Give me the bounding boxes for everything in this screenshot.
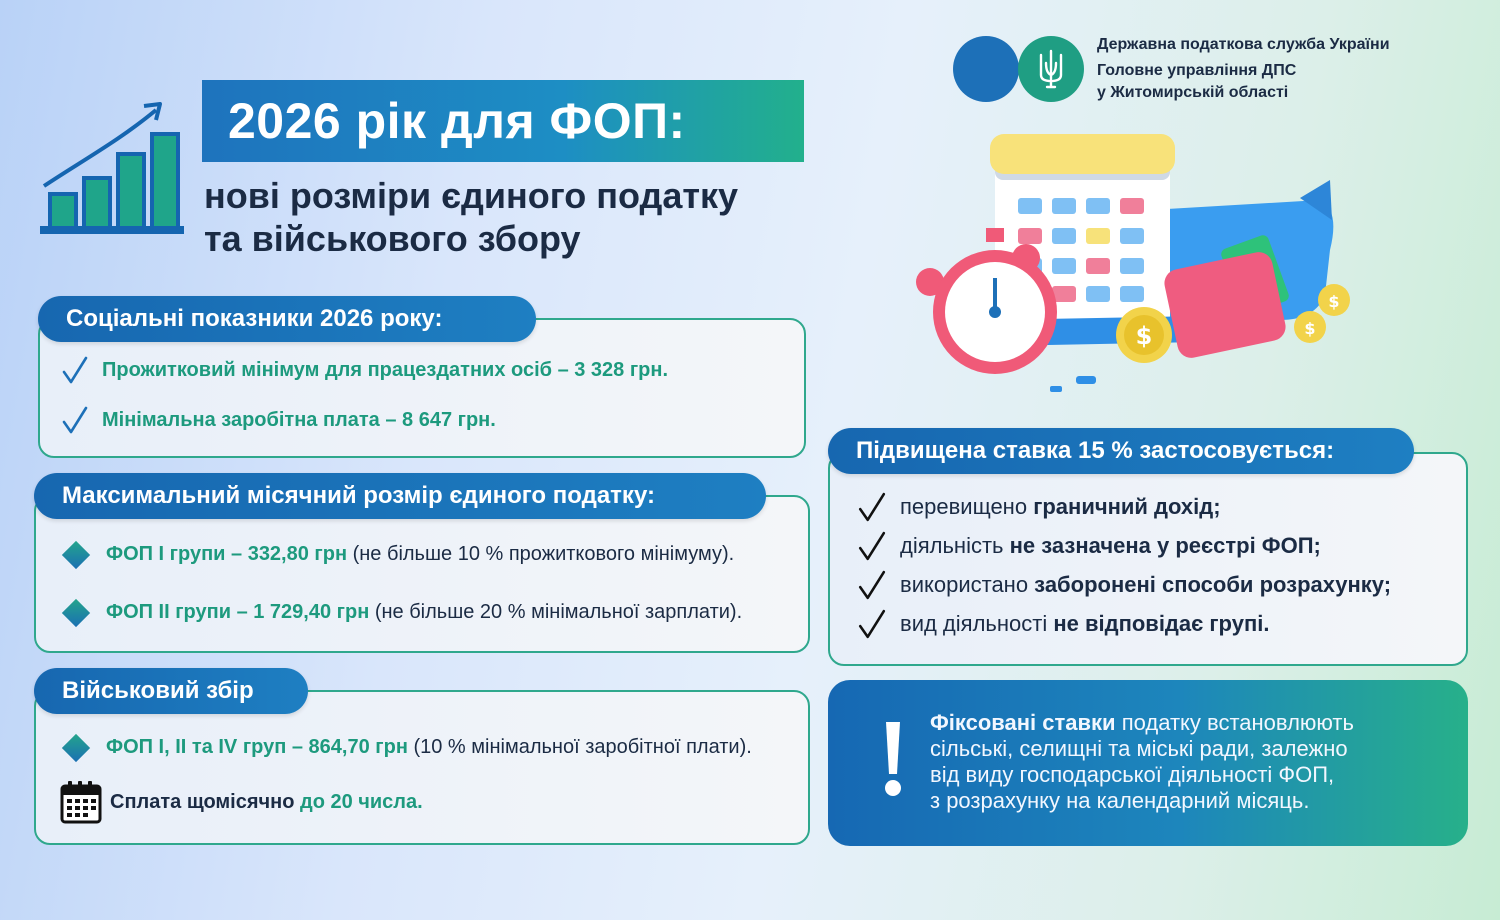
checkmark-icon <box>858 609 886 639</box>
info-line: податку встановлюють <box>1115 710 1354 735</box>
group2-tax-value: ФОП II групи – 1 729,40 грн <box>106 601 370 623</box>
list-item <box>858 492 1221 522</box>
military-levy-heading: Військовий збір <box>34 668 308 714</box>
exclamation-icon <box>878 720 908 798</box>
increased-rate-heading: Підвищена ставка 15 % застосовується: <box>828 428 1414 474</box>
svg-text:$: $ <box>1328 292 1340 311</box>
social-indicators-heading: Соціальні показники 2026 року: <box>38 296 536 342</box>
rate-condition-text: перевищено <box>900 494 1034 519</box>
subtitle-line: нові розміри єдиного податку <box>204 175 739 216</box>
growth-chart-icon <box>40 102 186 236</box>
info-line: сільські, селищні та міські ради, залежно <box>930 736 1348 761</box>
single-tax-heading: Максимальний місячний розмір єдиного податку: <box>34 473 766 519</box>
diamond-bullet-icon <box>62 540 90 568</box>
agency-line: Державна податкова служба України <box>1097 36 1390 53</box>
rate-condition-text: діяльність <box>900 533 1010 558</box>
fixed-rates-text <box>930 710 1450 814</box>
military-levy-value: ФОП I, II та IV груп – 864,70 грн <box>106 736 408 758</box>
checkmark-icon <box>858 570 886 600</box>
stopwatch-illustration <box>916 228 1057 374</box>
page-title: 2026 рік для ФОП: <box>202 80 804 162</box>
group2-tax-note: (не більше 20 % мінімальної зарплати). <box>369 601 743 623</box>
diamond-bullet-icon <box>62 733 90 761</box>
rate-condition-text: використано <box>900 572 1035 597</box>
checkmark-icon <box>858 531 886 561</box>
agency-logo-emblem <box>1018 36 1084 102</box>
payment-deadline <box>60 780 423 824</box>
list-item <box>62 736 752 759</box>
rate-condition-bold: заборонені способи розрахунку; <box>1034 572 1392 597</box>
page-subtitle <box>204 174 844 260</box>
info-line: з розрахунку на календарний місяць. <box>930 788 1310 813</box>
agency-line: Головне управління ДПС <box>1097 62 1297 79</box>
rate-condition-bold: не зазначена у реєстрі ФОП; <box>1009 533 1321 558</box>
list-item <box>858 531 1321 561</box>
checkmark-icon <box>62 356 88 384</box>
agency-line: у Житомирській області <box>1097 84 1289 101</box>
minimum-wage-text: Мінімальна заробітна плата – 8 647 грн. <box>102 408 496 431</box>
svg-text:$: $ <box>1135 322 1153 350</box>
info-line: від виду господарської діяльності ФОП, <box>930 762 1335 787</box>
checkmark-icon <box>858 492 886 522</box>
payment-prefix: Сплата щомісячно <box>110 790 300 813</box>
diamond-bullet-icon <box>62 598 90 626</box>
list-item <box>858 570 1391 600</box>
fixed-rates-bold: Фіксовані ставки <box>930 710 1116 735</box>
svg-text:$: $ <box>1304 319 1316 338</box>
trident-emblem-icon <box>1037 49 1065 89</box>
rate-condition-bold: граничний дохід; <box>1033 494 1221 519</box>
list-item <box>858 609 1269 639</box>
rate-condition-text: вид діяльності <box>900 611 1054 636</box>
military-levy-note: (10 % мінімальної заробітної плати). <box>407 736 752 758</box>
agency-name <box>1097 34 1390 104</box>
list-item <box>62 356 668 384</box>
group1-tax-value: ФОП I групи – 332,80 грн <box>106 543 348 565</box>
rate-condition-bold: не відповідає групі. <box>1053 611 1270 636</box>
group1-tax-note: (не більше 10 % прожиткового мінімуму). <box>347 543 735 565</box>
finance-illustration <box>900 120 1370 410</box>
living-minimum-text: Прожитковий мінімум для працездатних осіб – 3 328 грн. <box>102 358 669 381</box>
payment-deadline-value: до 20 числа. <box>300 790 423 813</box>
subtitle-line: та військового збору <box>204 218 581 259</box>
list-item <box>62 543 734 566</box>
list-item <box>62 406 496 434</box>
list-item <box>62 601 742 624</box>
agency-logo-circle <box>953 36 1019 102</box>
calendar-icon <box>60 780 102 824</box>
checkmark-icon <box>62 406 88 434</box>
